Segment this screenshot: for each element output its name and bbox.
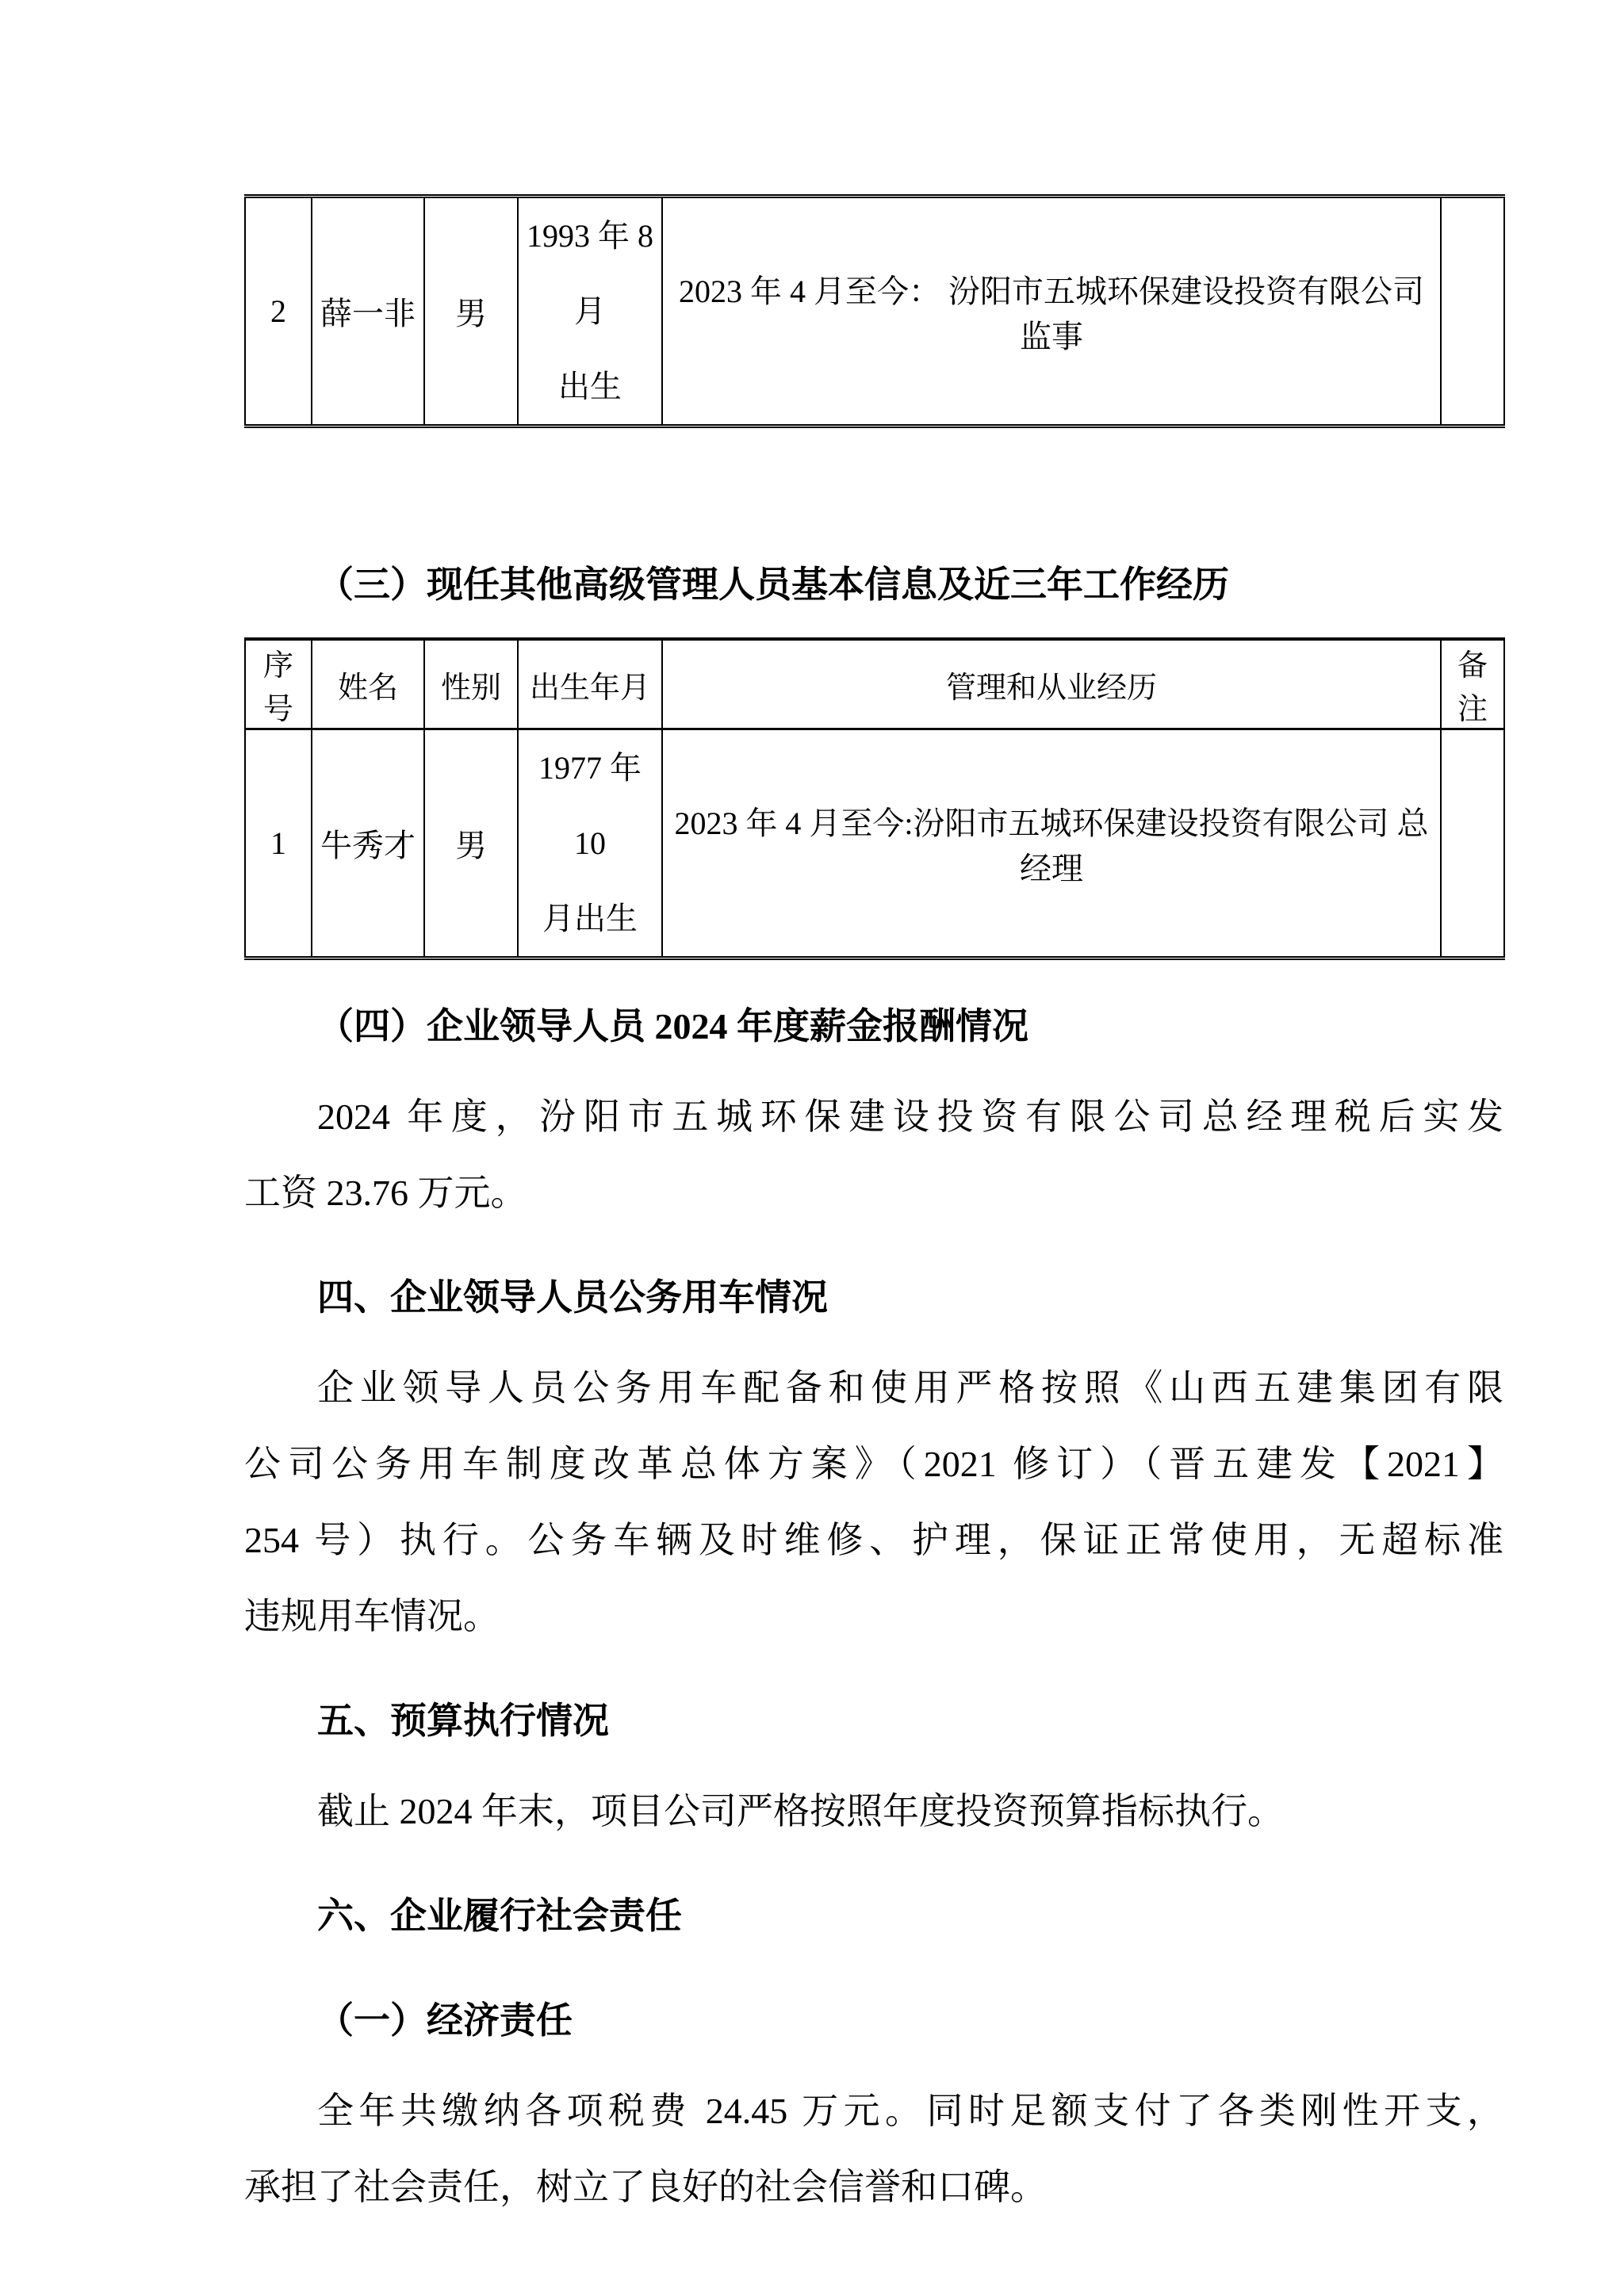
- experience-cell: 2023 年 4 月至今： 汾阳市五城环保建设投资有限公司 监事: [662, 197, 1441, 427]
- birth-date-cell: [518, 197, 662, 427]
- experience-cell: 2023 年 4 月至今:汾阳市五城环保建设投资有限公司 总经理: [662, 729, 1441, 959]
- vehicle-paragraph: [244, 1350, 1503, 1655]
- col-header-gender: 性别: [424, 639, 518, 729]
- col-header-experience: 管理和从业经历: [662, 639, 1441, 729]
- paragraph-line: 全年共缴纳各项税费 24.45 万元。同时足额支付了各类刚性开支，: [317, 2091, 1503, 2131]
- section-heading-3: （三）现任其他高级管理人员基本信息及近三年工作经历: [317, 564, 1229, 605]
- name-cell: 牛秀才: [312, 729, 424, 959]
- budget-paragraph: [244, 1774, 1503, 1850]
- birth-date-cell: [518, 729, 662, 959]
- gender-cell: 男: [424, 197, 518, 427]
- col-header-birth: 出生年月: [518, 639, 662, 729]
- section-heading-6-1-economic: （一）经济责任: [317, 2000, 573, 2041]
- birth-date-line2: 月出生: [542, 901, 638, 936]
- chapter-heading-4-vehicles: 四、企业领导人员公务用车情况: [317, 1277, 828, 1318]
- name-cell: 薛一非: [312, 197, 424, 427]
- row-index-cell: 2: [245, 197, 312, 427]
- paragraph-line: 截止 2024 年末，项目公司严格按照年度投资预算指标执行。: [317, 1791, 1284, 1831]
- paragraph-line: 工资 23.76 万元。: [244, 1173, 527, 1213]
- col-header-name: 姓名: [312, 639, 424, 729]
- gender-cell: 男: [424, 729, 518, 959]
- table-header-row: [245, 639, 1504, 729]
- paragraph-line: 254 号）执行。公务车辆及时维修、护理，保证正常使用，无超标准: [244, 1520, 1503, 1560]
- table-row: [245, 197, 1504, 427]
- paragraph-line: 承担了社会责任，树立了良好的社会信誉和口碑。: [244, 2167, 1047, 2207]
- economic-paragraph: [244, 2073, 1503, 2225]
- chapter-heading-5-budget: 五、预算执行情况: [317, 1701, 609, 1741]
- col-header-remark: 备注: [1441, 639, 1504, 729]
- supervisors-table-continuation: [244, 194, 1505, 428]
- paragraph-line: 企业领导人员公务用车配备和使用严格按照《山西五建集团有限: [317, 1368, 1503, 1408]
- salary-paragraph: [244, 1079, 1503, 1231]
- paragraph-line: 违规用车情况。: [244, 1596, 500, 1636]
- senior-managers-table: [244, 637, 1505, 960]
- paragraph-line: 2024 年度，汾阳市五城环保建设投资有限公司总经理税后实发: [317, 1096, 1503, 1137]
- row-index-cell: 1: [245, 729, 312, 959]
- section-heading-4-salary: （四）企业领导人员 2024 年度薪金报酬情况: [317, 1006, 1028, 1047]
- birth-date-line1: 1993 年 8 月: [527, 218, 653, 329]
- birth-date-line2: 出生: [558, 369, 622, 404]
- remark-cell: [1441, 197, 1504, 427]
- birth-date-line1: 1977 年 10: [538, 750, 642, 861]
- col-header-index: 序号: [245, 639, 312, 729]
- chapter-heading-6-social-responsibility: 六、企业履行社会责任: [317, 1896, 682, 1936]
- remark-cell: [1441, 729, 1504, 959]
- table-row: [245, 729, 1504, 959]
- paragraph-line: 公司公务用车制度改革总体方案》（2021 修订）（晋五建发【2021】: [244, 1444, 1503, 1484]
